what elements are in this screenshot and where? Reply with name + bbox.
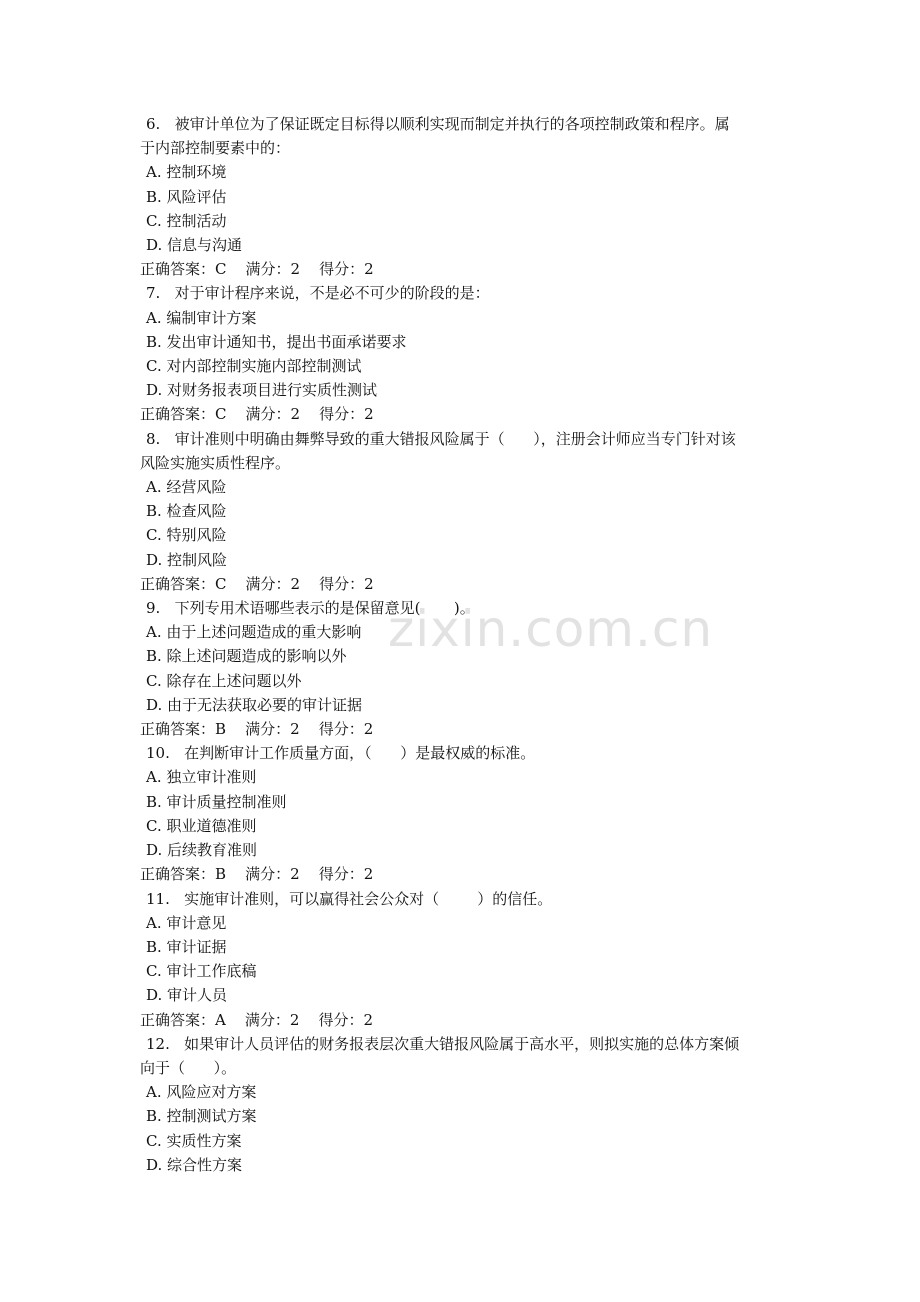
answer-option: D. 由于无法获取必要的审计证据 xyxy=(146,695,363,714)
answer-option: A. 经营风险 xyxy=(146,478,227,497)
question-stem: 10. 在判断审计工作质量方面，（ ）是最权威的标准。 xyxy=(146,744,536,763)
question-stem: 6. 被审计单位为了保证既定目标得以顺利实现而制定并执行的各项控制政策和程序。属 xyxy=(146,115,730,133)
correct-answer-line: 正确答案：B 满分：2 得分：2 xyxy=(140,720,374,739)
answer-option: C. 对内部控制实施内部控制测试 xyxy=(146,357,362,376)
answer-option: D. 控制风险 xyxy=(146,550,228,569)
answer-option: A. 控制环境 xyxy=(146,163,227,182)
answer-option: D. 后续教育准则 xyxy=(146,841,258,860)
answer-option: C. 实质性方案 xyxy=(146,1131,242,1150)
question-block xyxy=(140,281,790,426)
correct-answer-line: 正确答案：B 满分：2 得分：2 xyxy=(140,865,374,884)
answer-option: D. 综合性方案 xyxy=(146,1155,243,1174)
answer-option: C. 控制活动 xyxy=(146,211,227,230)
answer-option: C. 审计工作底稿 xyxy=(146,962,257,981)
exam-document xyxy=(140,112,790,1177)
answer-option: B. 发出审计通知书，提出书面承诺要求 xyxy=(146,332,407,351)
answer-option: D. 审计人员 xyxy=(146,986,228,1005)
answer-option: B. 审计证据 xyxy=(146,937,227,956)
question-block xyxy=(140,741,790,886)
answer-option: D. 对财务报表项目进行实质性测试 xyxy=(146,381,378,400)
answer-option: B. 检查风险 xyxy=(146,502,227,521)
question-stem: 8. 审计准则中明确由舞弊导致的重大错报风险属于（ ），注册会计师应当专门针对该 xyxy=(146,429,736,448)
question-stem-continued: 向于（ ）。 xyxy=(140,1058,237,1077)
answer-option: A. 风险应对方案 xyxy=(146,1083,257,1102)
answer-option: B. 风险评估 xyxy=(146,187,227,206)
answer-option: A. 独立审计准则 xyxy=(146,768,257,787)
answer-option: B. 审计质量控制准则 xyxy=(146,792,287,811)
watermark: zixin.com.cn xyxy=(388,600,714,658)
question-block xyxy=(140,596,790,741)
answer-option: B. 除上述问题造成的影响以外 xyxy=(146,647,347,666)
question-stem-continued: 于内部控制要素中的： xyxy=(140,139,291,158)
answer-option: C. 特别风险 xyxy=(146,526,227,545)
answer-option: D. 信息与沟通 xyxy=(146,236,243,255)
answer-option: A. 编制审计方案 xyxy=(146,308,257,327)
question-block xyxy=(140,112,790,281)
question-stem: 11. 实施审计准则，可以赢得社会公众对（ ）的信任。 xyxy=(146,889,553,908)
question-stem-continued: 风险实施实质性程序。 xyxy=(140,453,291,472)
question-block xyxy=(140,887,790,1032)
question-block xyxy=(140,427,790,596)
answer-option: A. 审计意见 xyxy=(146,913,227,932)
correct-answer-line: 正确答案：C 满分：2 得分：2 xyxy=(140,574,374,593)
answer-option: A. 由于上述问题造成的重大影响 xyxy=(146,623,362,642)
answer-option: C. 职业道德准则 xyxy=(146,816,257,835)
correct-answer-line: 正确答案：A 满分：2 得分：2 xyxy=(140,1010,374,1029)
answer-option: B. 控制测试方案 xyxy=(146,1107,257,1126)
correct-answer-line: 正确答案：C 满分：2 得分：2 xyxy=(140,405,374,424)
question-stem: 9. 下列专用术语哪些表示的是保留意见( )。 xyxy=(146,599,475,618)
answer-option: C. 除存在上述问题以外 xyxy=(146,671,302,690)
question-stem: 12. 如果审计人员评估的财务报表层次重大错报风险属于高水平，则拟实施的总体方案倾 xyxy=(146,1034,740,1053)
question-stem: 7. 对于审计程序来说，不是必不可少的阶段的是： xyxy=(146,284,490,303)
question-block xyxy=(140,1032,790,1177)
correct-answer-line: 正确答案：C 满分：2 得分：2 xyxy=(140,260,374,279)
